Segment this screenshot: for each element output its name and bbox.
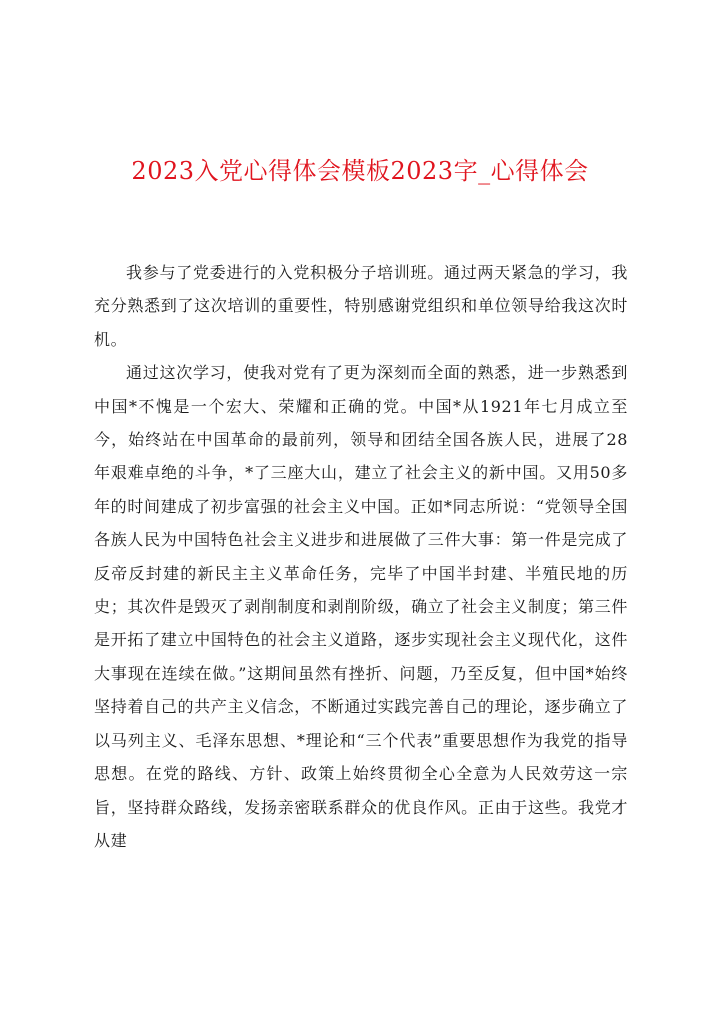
document-title: 2023入党心得体会模板2023字_心得体会 xyxy=(131,157,589,185)
paragraph-1: 我参与了党委进行的入党积极分子培训班。通过两天紧急的学习，我充分熟悉到了这次培训的重要性，特别感谢党组织和单位领导给我这次时机。 xyxy=(94,263,628,349)
paragraph-2: 通过这次学习，使我对党有了更为深刻而全面的熟悉，进一步熟悉到中国*不愧是一个宏大、荣耀和正确的党。中国*从1921年七月成立至今，始终站在中国革命的最前列，领导和团结全国各族人民，进展了28年艰难卓绝的斗争，*了三座大山，建立了社会主义的新中国。又用50多年的时间建成了初步富强的社会主义中国。正如*同志所说：“党领导全国各族人民为中国特色社会主义进步和进展做了三件大事：第一件是完成了反帝反封建的新民主主义革命任务，完毕了中国半封建、半殖民地的历史；其次件是毁灭了剥削制度和剥削阶级，确立了社会主义制度；第三件是开拓了建立中国特色的社会主义道路，逐步实现社会主义现代化，这件大事现在连续在做。”这期间虽然有挫折、问题，乃至反复，但中国*始终坚持着自己的共产主义信念，不断通过实践完善自己的理论，逐步确立了以马列主义、毛泽东思想、*理论和“三个代表”重要思想作为我党的指导思想。在党的路线、方针、政策上始终贯彻全心全意为人民效劳这一宗旨，坚持群众路线，发扬亲密联系群众的优良作风。正由于这些。我党才从建 xyxy=(94,363,628,850)
document-body xyxy=(94,256,628,857)
